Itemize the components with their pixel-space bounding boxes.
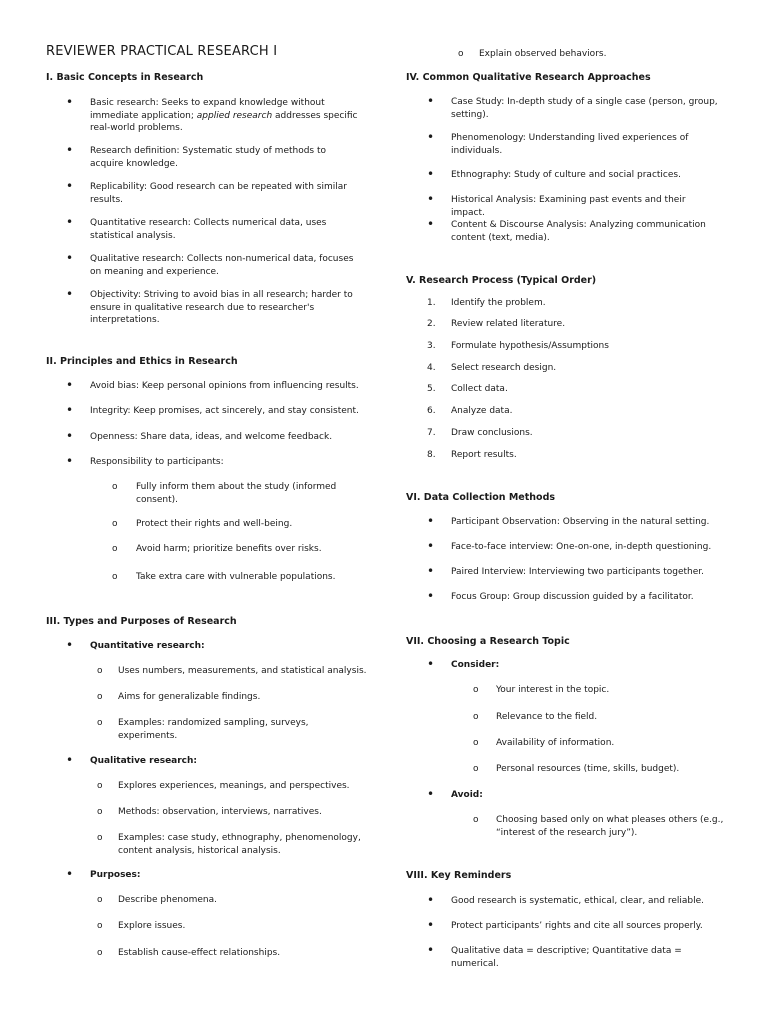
list-item xyxy=(66,867,360,882)
item-text: Analyze data. xyxy=(451,406,513,416)
item-text: Research definition: Systematic study of methods to acquire knowledge. xyxy=(90,146,327,169)
numbered-item xyxy=(427,427,721,440)
sub-list-item xyxy=(97,717,368,742)
numbered-item xyxy=(427,340,721,353)
list-number: 6. xyxy=(427,406,436,416)
item-text: Face-to-face interview: One-on-one, in-depth questioning. xyxy=(451,542,712,552)
item-text: Personal resources (time, skills, budget). xyxy=(496,764,680,774)
item-text: Examples: case study, ethnography, phenomenology, content analysis, historical analysis. xyxy=(118,833,361,856)
item-text: Case Study: In-depth study of a single case (person, group, setting). xyxy=(451,97,718,120)
sub-bullet-icon: o xyxy=(97,948,103,958)
item-text: Participant Observation: Observing in the natural setting. xyxy=(451,517,710,527)
sub-bullet-icon: o xyxy=(97,692,103,702)
sub-list-item xyxy=(97,947,368,960)
numbered-item xyxy=(427,449,721,462)
list-item xyxy=(427,943,721,970)
bullet-icon: • xyxy=(66,143,74,157)
sub-list-item xyxy=(473,737,736,750)
item-text: Responsibility to participants: xyxy=(90,457,224,467)
list-item xyxy=(427,192,721,219)
section-heading: VII. Choosing a Research Topic xyxy=(406,636,570,647)
list-number: 8. xyxy=(427,450,436,460)
list-item xyxy=(427,514,721,529)
sub-list-item xyxy=(97,920,368,933)
bullet-icon: • xyxy=(427,787,435,801)
section-heading: VI. Data Collection Methods xyxy=(406,492,556,503)
sub-bullet-icon: o xyxy=(112,572,118,582)
item-text: Historical Analysis: Examining past events and their impact. xyxy=(451,195,686,218)
sub-list-item xyxy=(112,543,341,556)
list-item xyxy=(427,657,721,672)
sub-list-item xyxy=(473,763,736,776)
bullet-icon: • xyxy=(66,95,74,109)
list-item xyxy=(427,217,721,244)
sub-list-item xyxy=(112,571,341,584)
list-item xyxy=(427,787,721,802)
item-text: Uses numbers, measurements, and statistical analysis. xyxy=(118,666,367,676)
item-text: Examples: randomized sampling, surveys, experiments. xyxy=(118,718,309,741)
bullet-icon: • xyxy=(66,251,74,265)
sub-list-item xyxy=(97,832,368,857)
bullet-icon: • xyxy=(427,657,435,671)
sub-list-item xyxy=(112,481,341,506)
bullet-icon: • xyxy=(66,753,74,767)
item-text: Your interest in the topic. xyxy=(496,685,610,695)
list-number: 3. xyxy=(427,341,436,351)
document-title: REVIEWER PRACTICAL RESEARCH I xyxy=(46,44,278,59)
sub-list-item xyxy=(97,894,368,907)
bullet-icon: • xyxy=(66,867,74,881)
item-text: Phenomenology: Understanding lived experiences of individuals. xyxy=(451,133,689,156)
list-item xyxy=(66,287,360,327)
bullet-icon: • xyxy=(427,94,435,108)
list-item xyxy=(66,454,360,469)
item-text: Draw conclusions. xyxy=(451,428,533,438)
list-number: 7. xyxy=(427,428,436,438)
item-text: Focus Group: Group discussion guided by a facilitator. xyxy=(451,592,694,602)
list-item xyxy=(427,539,721,554)
sub-bullet-icon: o xyxy=(97,833,103,843)
list-item xyxy=(427,589,721,604)
item-text: Review related literature. xyxy=(451,319,566,329)
item-text: Content & Discourse Analysis: Analyzing communication content (text, media). xyxy=(451,220,706,243)
sub-list-item xyxy=(458,48,729,61)
sub-list-item xyxy=(473,684,736,697)
item-text: Avoid: xyxy=(451,790,483,800)
sub-bullet-icon: o xyxy=(112,544,118,554)
list-item xyxy=(427,130,721,157)
bullet-icon: • xyxy=(427,943,435,957)
list-item xyxy=(66,378,360,393)
sub-bullet-icon: o xyxy=(473,764,479,774)
sub-bullet-icon: o xyxy=(97,895,103,905)
item-text: Qualitative data = descriptive; Quantitative data = numerical. xyxy=(451,946,682,969)
section-heading: V. Research Process (Typical Order) xyxy=(406,275,597,286)
bullet-icon: • xyxy=(66,179,74,193)
list-item xyxy=(66,638,360,653)
sub-list-item xyxy=(473,711,736,724)
bullet-icon: • xyxy=(427,167,435,181)
item-text: Explores experiences, meanings, and perspectives. xyxy=(118,781,350,791)
item-text: Quantitative research: xyxy=(90,641,205,651)
sub-bullet-icon: o xyxy=(97,921,103,931)
bullet-icon: • xyxy=(427,130,435,144)
item-text: Objectivity: Striving to avoid bias in all research; harder to ensure in qualitative research due to researcher's interpretations. xyxy=(90,290,353,325)
section-heading: I. Basic Concepts in Research xyxy=(46,72,204,83)
bullet-icon: • xyxy=(66,403,74,417)
list-item xyxy=(66,251,360,278)
bullet-icon: • xyxy=(66,215,74,229)
item-text: Avoid harm; prioritize benefits over risks. xyxy=(136,544,322,554)
numbered-item xyxy=(427,383,721,396)
sub-bullet-icon: o xyxy=(112,519,118,529)
item-text: Consider: xyxy=(451,660,500,670)
bullet-icon: • xyxy=(427,918,435,932)
sub-list-item xyxy=(97,691,368,704)
item-text: Openness: Share data, ideas, and welcome feedback. xyxy=(90,432,333,442)
item-text: Avoid bias: Keep personal opinions from influencing results. xyxy=(90,381,359,391)
numbered-item xyxy=(427,318,721,331)
item-text: Collect data. xyxy=(451,384,508,394)
item-text: Explore issues. xyxy=(118,921,186,931)
sub-bullet-icon: o xyxy=(97,807,103,817)
sub-bullet-icon: o xyxy=(473,712,479,722)
sub-list-item xyxy=(97,806,368,819)
item-text: Purposes: xyxy=(90,870,141,880)
list-item xyxy=(427,94,721,121)
item-text: Protect their rights and well-being. xyxy=(136,519,293,529)
sub-bullet-icon: o xyxy=(97,666,103,676)
list-item xyxy=(427,893,721,908)
numbered-item xyxy=(427,297,721,310)
item-text: Relevance to the field. xyxy=(496,712,598,722)
list-number: 1. xyxy=(427,298,436,308)
bullet-icon: • xyxy=(427,893,435,907)
list-item xyxy=(66,753,360,768)
item-text: Take extra care with vulnerable populations. xyxy=(136,572,336,582)
section-heading: VIII. Key Reminders xyxy=(406,870,512,881)
list-item xyxy=(427,167,721,182)
sub-bullet-icon: o xyxy=(97,781,103,791)
item-text: Protect participants’ rights and cite all sources properly. xyxy=(451,921,703,931)
item-text: Ethnography: Study of culture and social practices. xyxy=(451,170,681,180)
bullet-icon: • xyxy=(66,454,74,468)
list-number: 2. xyxy=(427,319,436,329)
item-text-emphasis: applied research xyxy=(196,110,273,121)
sub-list-item xyxy=(473,814,736,839)
item-text: Qualitative research: xyxy=(90,756,198,766)
list-item xyxy=(66,429,360,444)
item-text: Fully inform them about the study (informed consent). xyxy=(136,482,337,505)
list-item xyxy=(66,179,360,206)
item-text: Aims for generalizable findings. xyxy=(118,692,261,702)
item-text: Availability of information. xyxy=(496,738,615,748)
bullet-icon: • xyxy=(427,192,435,206)
item-text: Methods: observation, interviews, narratives. xyxy=(118,807,322,817)
bullet-icon: • xyxy=(66,287,74,301)
sub-bullet-icon: o xyxy=(458,49,464,59)
item-text: Select research design. xyxy=(451,363,557,373)
item-text: Integrity: Keep promises, act sincerely, and stay consistent. xyxy=(90,406,359,416)
item-text: Choosing based only on what pleases others (e.g., “interest of the research jury”). xyxy=(496,815,724,838)
list-item xyxy=(427,918,721,933)
sub-bullet-icon: o xyxy=(473,685,479,695)
bullet-icon: • xyxy=(427,539,435,553)
item-text: addresses specific real-world problems. xyxy=(90,110,358,133)
list-item xyxy=(427,564,721,579)
section-heading: II. Principles and Ethics in Research xyxy=(46,356,238,367)
item-text: Explain observed behaviors. xyxy=(479,49,607,59)
numbered-item xyxy=(427,405,721,418)
list-item xyxy=(66,403,360,418)
item-text: Basic research: Seeks to expand knowledge without immediate application; xyxy=(90,98,325,121)
item-text: Qualitative research: Collects non-numerical data, focuses on meaning and experience. xyxy=(90,254,354,277)
item-text: Establish cause-effect relationships. xyxy=(118,948,281,958)
section-heading: III. Types and Purposes of Research xyxy=(46,616,237,627)
bullet-icon: • xyxy=(427,514,435,528)
item-text: Describe phenomena. xyxy=(118,895,217,905)
list-item xyxy=(66,143,360,170)
bullet-icon: • xyxy=(427,564,435,578)
sub-bullet-icon: o xyxy=(473,738,479,748)
numbered-item xyxy=(427,362,721,375)
item-text: Report results. xyxy=(451,450,517,460)
bullet-icon: • xyxy=(427,217,435,231)
item-text: Formulate hypothesis/Assumptions xyxy=(451,341,609,351)
sub-list-item xyxy=(97,780,368,793)
list-item xyxy=(66,95,360,135)
sub-list-item xyxy=(97,665,368,678)
list-item xyxy=(66,215,360,242)
sub-bullet-icon: o xyxy=(473,815,479,825)
list-number: 5. xyxy=(427,384,436,394)
item-text: Quantitative research: Collects numerical data, uses statistical analysis. xyxy=(90,218,327,241)
item-text: Replicability: Good research can be repeated with similar results. xyxy=(90,182,347,205)
item-text: Good research is systematic, ethical, clear, and reliable. xyxy=(451,896,704,906)
section-heading: IV. Common Qualitative Research Approaches xyxy=(406,72,651,83)
item-text: Identify the problem. xyxy=(451,298,546,308)
sub-bullet-icon: o xyxy=(112,482,118,492)
bullet-icon: • xyxy=(427,589,435,603)
bullet-icon: • xyxy=(66,429,74,443)
bullet-icon: • xyxy=(66,378,74,392)
sub-list-item xyxy=(112,518,341,531)
sub-bullet-icon: o xyxy=(97,718,103,728)
list-number: 4. xyxy=(427,363,436,373)
bullet-icon: • xyxy=(66,638,74,652)
item-text: Paired Interview: Interviewing two participants together. xyxy=(451,567,704,577)
